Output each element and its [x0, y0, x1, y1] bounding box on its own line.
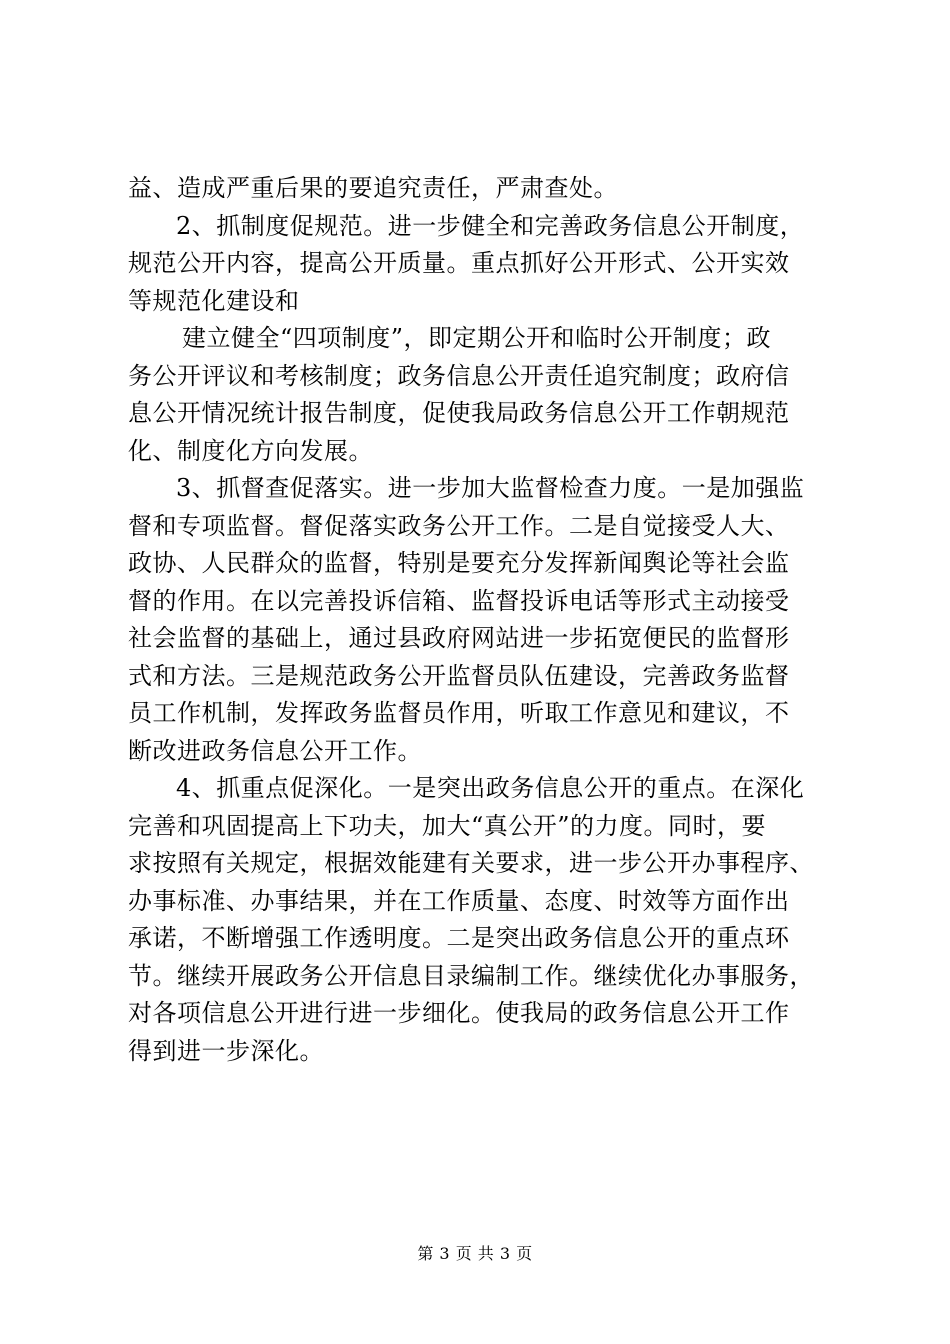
document-body	[128, 170, 833, 1070]
page-footer	[0, 1243, 950, 1265]
text-line: 对各项信息公开进行进一步细化。使我局的政务信息公开工作	[128, 999, 790, 1027]
text-line: 得到进一步深化。	[128, 1036, 324, 1065]
text-line: 完善和巩固提高上下功夫，加大“真公开”的力度。同时，要	[128, 811, 767, 840]
text-line: 督和专项监督。督促落实政务公开工作。二是自觉接受人大、	[128, 511, 790, 540]
paragraph-start-line: 4、抓重点促深化。一是突出政务信息公开的重点。在深化	[176, 774, 805, 802]
page-number-label: 第 3 页 共 3 页	[417, 1244, 533, 1263]
text-line: 式和方法。三是规范政务公开监督员队伍建设，完善政务监督	[128, 661, 790, 690]
text-line: 节。继续开展政务公开信息目录编制工作。继续优化办事服务，	[128, 961, 814, 990]
text-line: 息公开情况统计报告制度，促使我局政务信息公开工作朝规范	[128, 399, 790, 427]
paragraph-start-line: 3、抓督查促落实。进一步加大监督检查力度。一是加强监	[176, 474, 805, 502]
text-line: 员工作机制，发挥政务监督员作用，听取工作意见和建议，不	[128, 699, 790, 727]
text-line: 督的作用。在以完善投诉信箱、监督投诉电话等形式主动接受	[128, 586, 790, 615]
paragraph-start-line: 建立健全“四项制度”，即定期公开和临时公开制度；政	[182, 324, 772, 352]
text-line: 办事标准、办事结果，并在工作质量、态度、时效等方面作出	[128, 886, 790, 915]
text-line: 等规范化建设和	[128, 286, 300, 315]
text-line: 益、造成严重后果的要追究责任，严肃查处。	[128, 174, 618, 202]
text-line: 政协、人民群众的监督，特别是要充分发挥新闻舆论等社会监	[128, 549, 790, 577]
text-line: 务公开评议和考核制度；政务信息公开责任追究制度；政府信	[128, 361, 790, 390]
text-line: 断改进政务信息公开工作。	[128, 736, 422, 765]
text-line: 社会监督的基础上，通过县政府网站进一步拓宽便民的监督形	[128, 624, 790, 652]
text-line: 化、制度化方向发展。	[128, 436, 373, 465]
paragraph-start-line: 2、抓制度促规范。进一步健全和完善政务信息公开制度，	[176, 211, 805, 240]
text-line: 规范公开内容，提高公开质量。重点抓好公开形式、公开实效	[128, 249, 790, 277]
text-line: 求按照有关规定，根据效能建有关要求，进一步公开办事程序、	[128, 849, 814, 877]
text-line: 承诺，不断增强工作透明度。二是突出政务信息公开的重点环	[128, 924, 790, 952]
